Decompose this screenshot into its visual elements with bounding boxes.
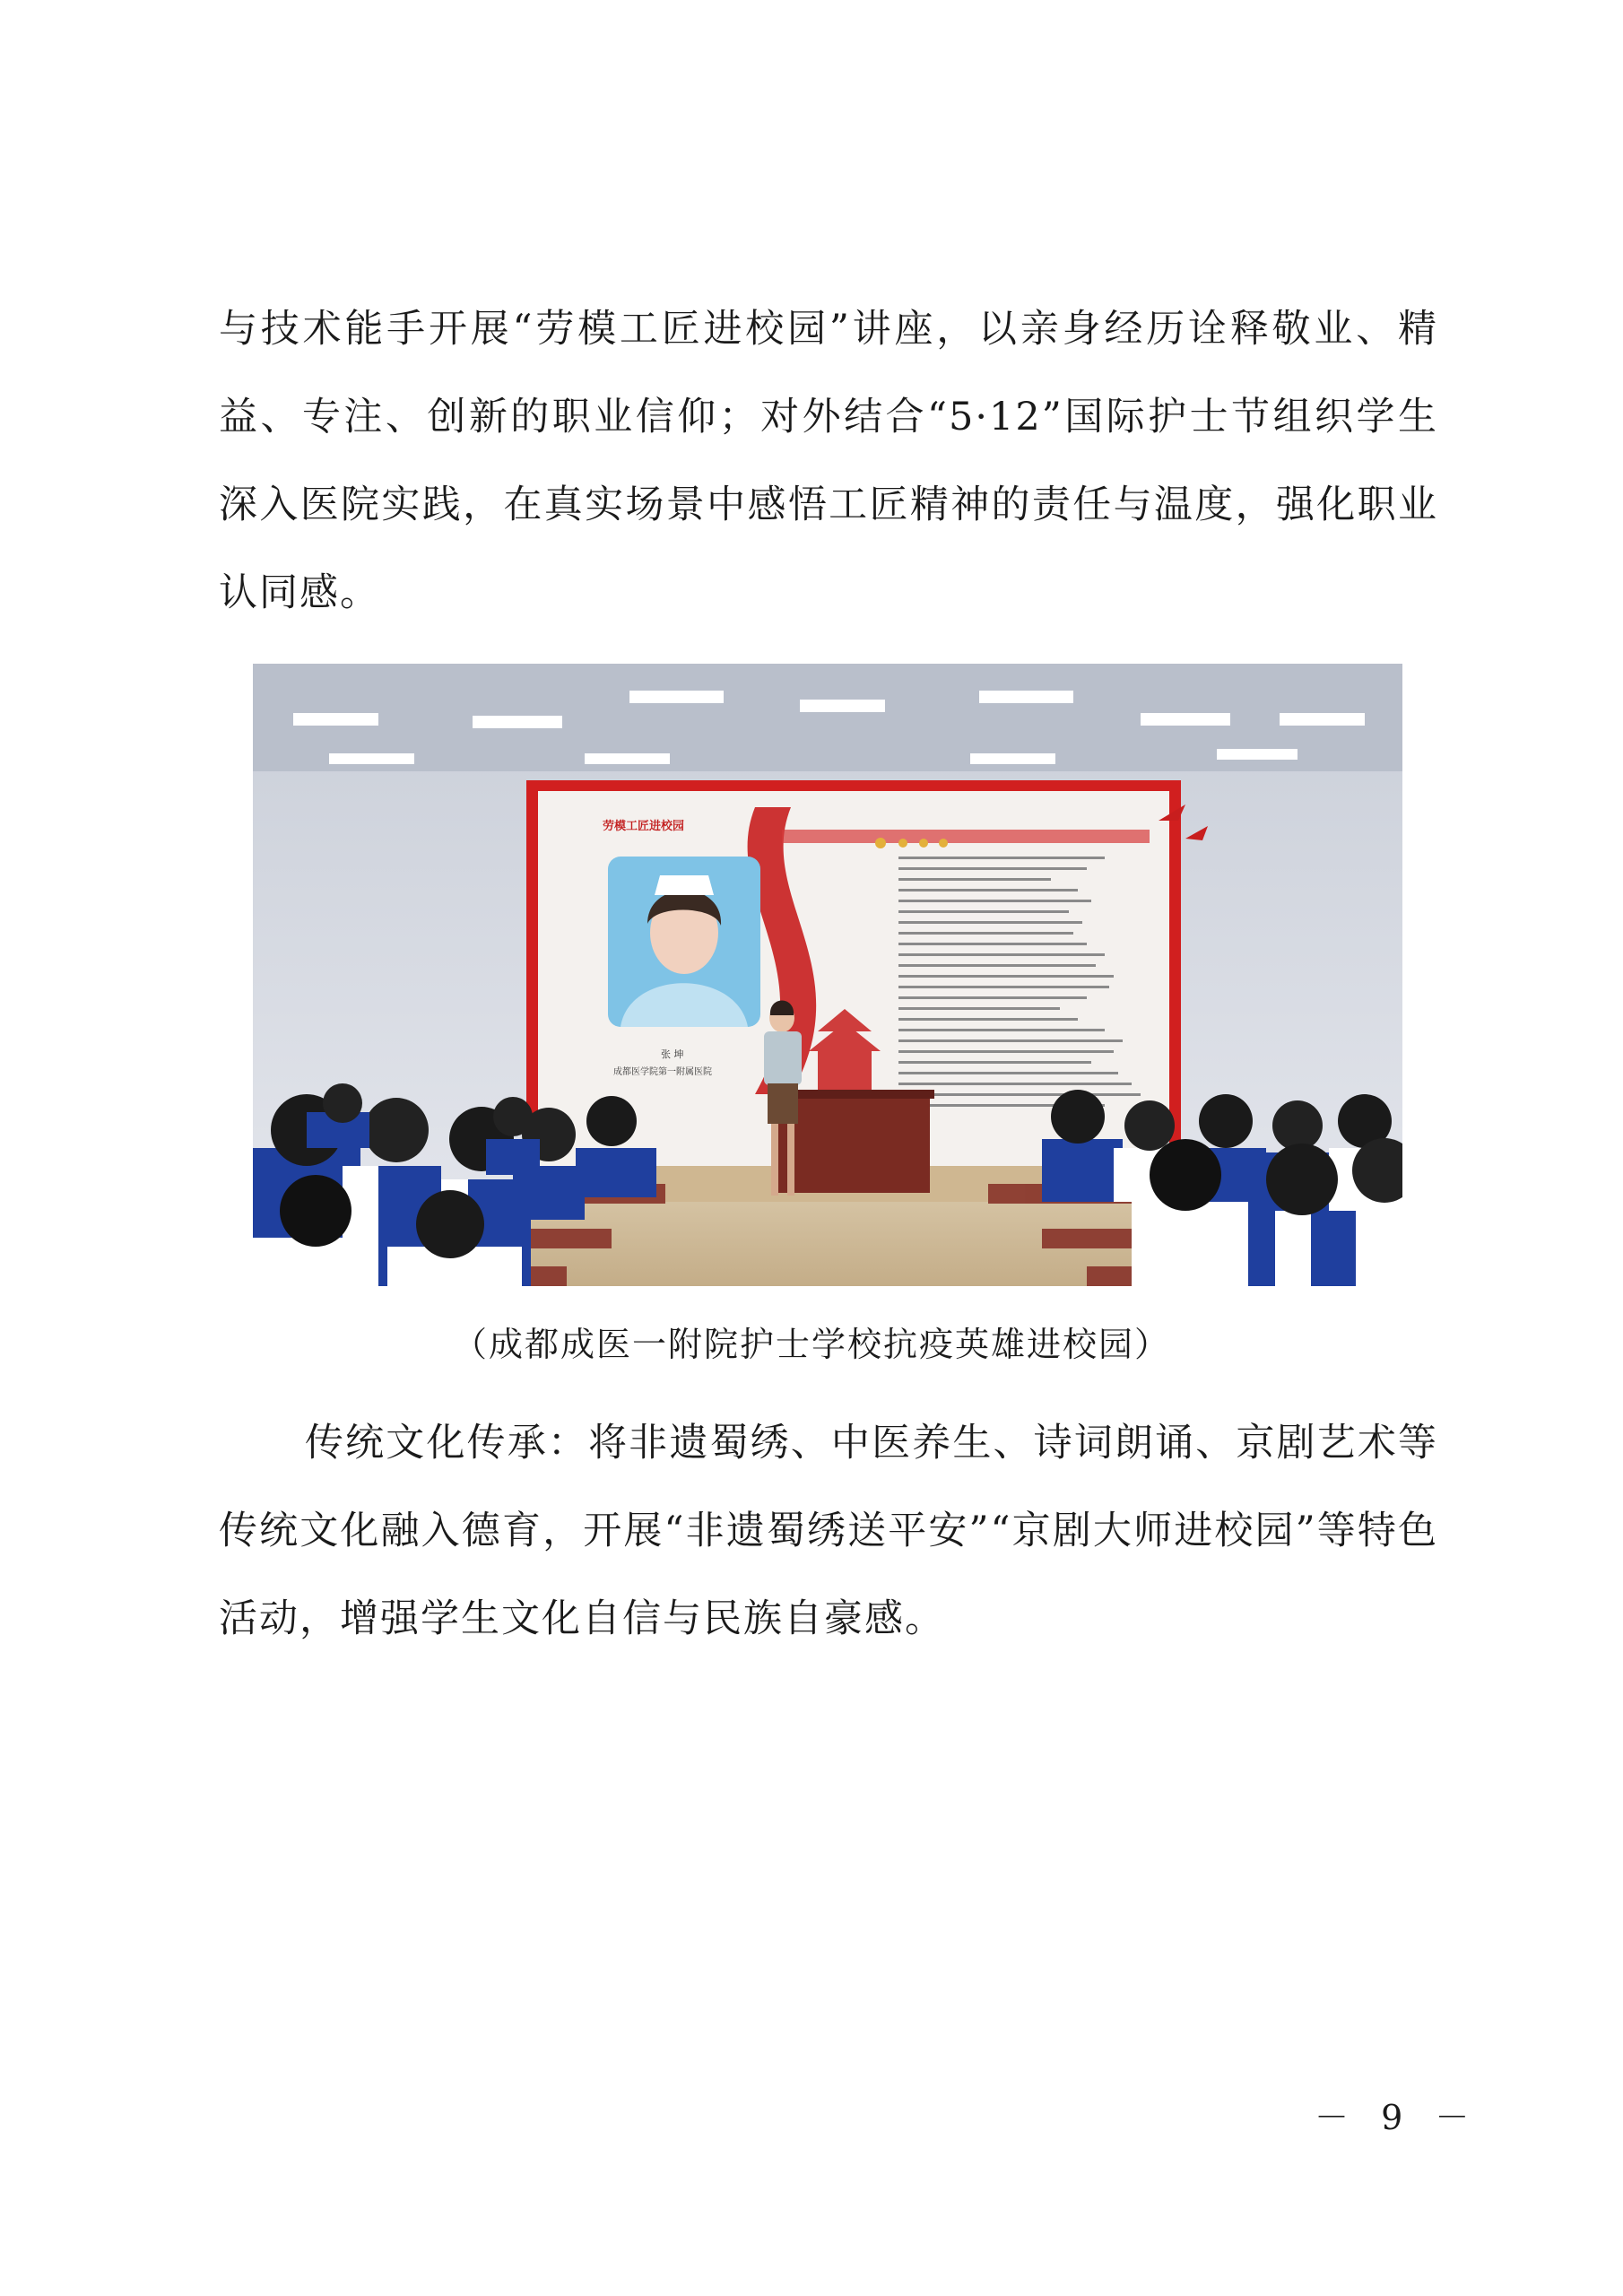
body-paragraph-1: 与技术能手开展“劳模工匠进校园”讲座，以亲身经历诠释敬业、精益、专注、创新的职业信仰；对外结合“5·12”国际护士节组织学生深入医院实践，在真实场景中感悟工匠精神的责任与温度，强化职业认同感。 [219,307,1438,615]
slide-title: 劳模工匠进校园 [603,820,685,833]
body-paragraph-2: 传统文化传承：将非遗蜀绣、中医养生、诗词朗诵、京剧艺术等传统文化融入德育，开展“非遗蜀绣送平安”“京剧大师进校园”等特色活动，增强学生文化自信与民族自豪感。 [219,1421,1438,1641]
figure-caption: （成都成医一附院护士学校抗疫英雄进校园） [452,1325,1170,1364]
page-number: － 9 － [1315,2098,1480,2137]
slide-presenter-name: 张 坤 [661,1048,684,1060]
lecture-photo-scene [253,664,1402,1286]
slide-presenter-affiliation: 成都医学院第一附属医院 [613,1067,712,1077]
lecture-photo [253,664,1402,1286]
